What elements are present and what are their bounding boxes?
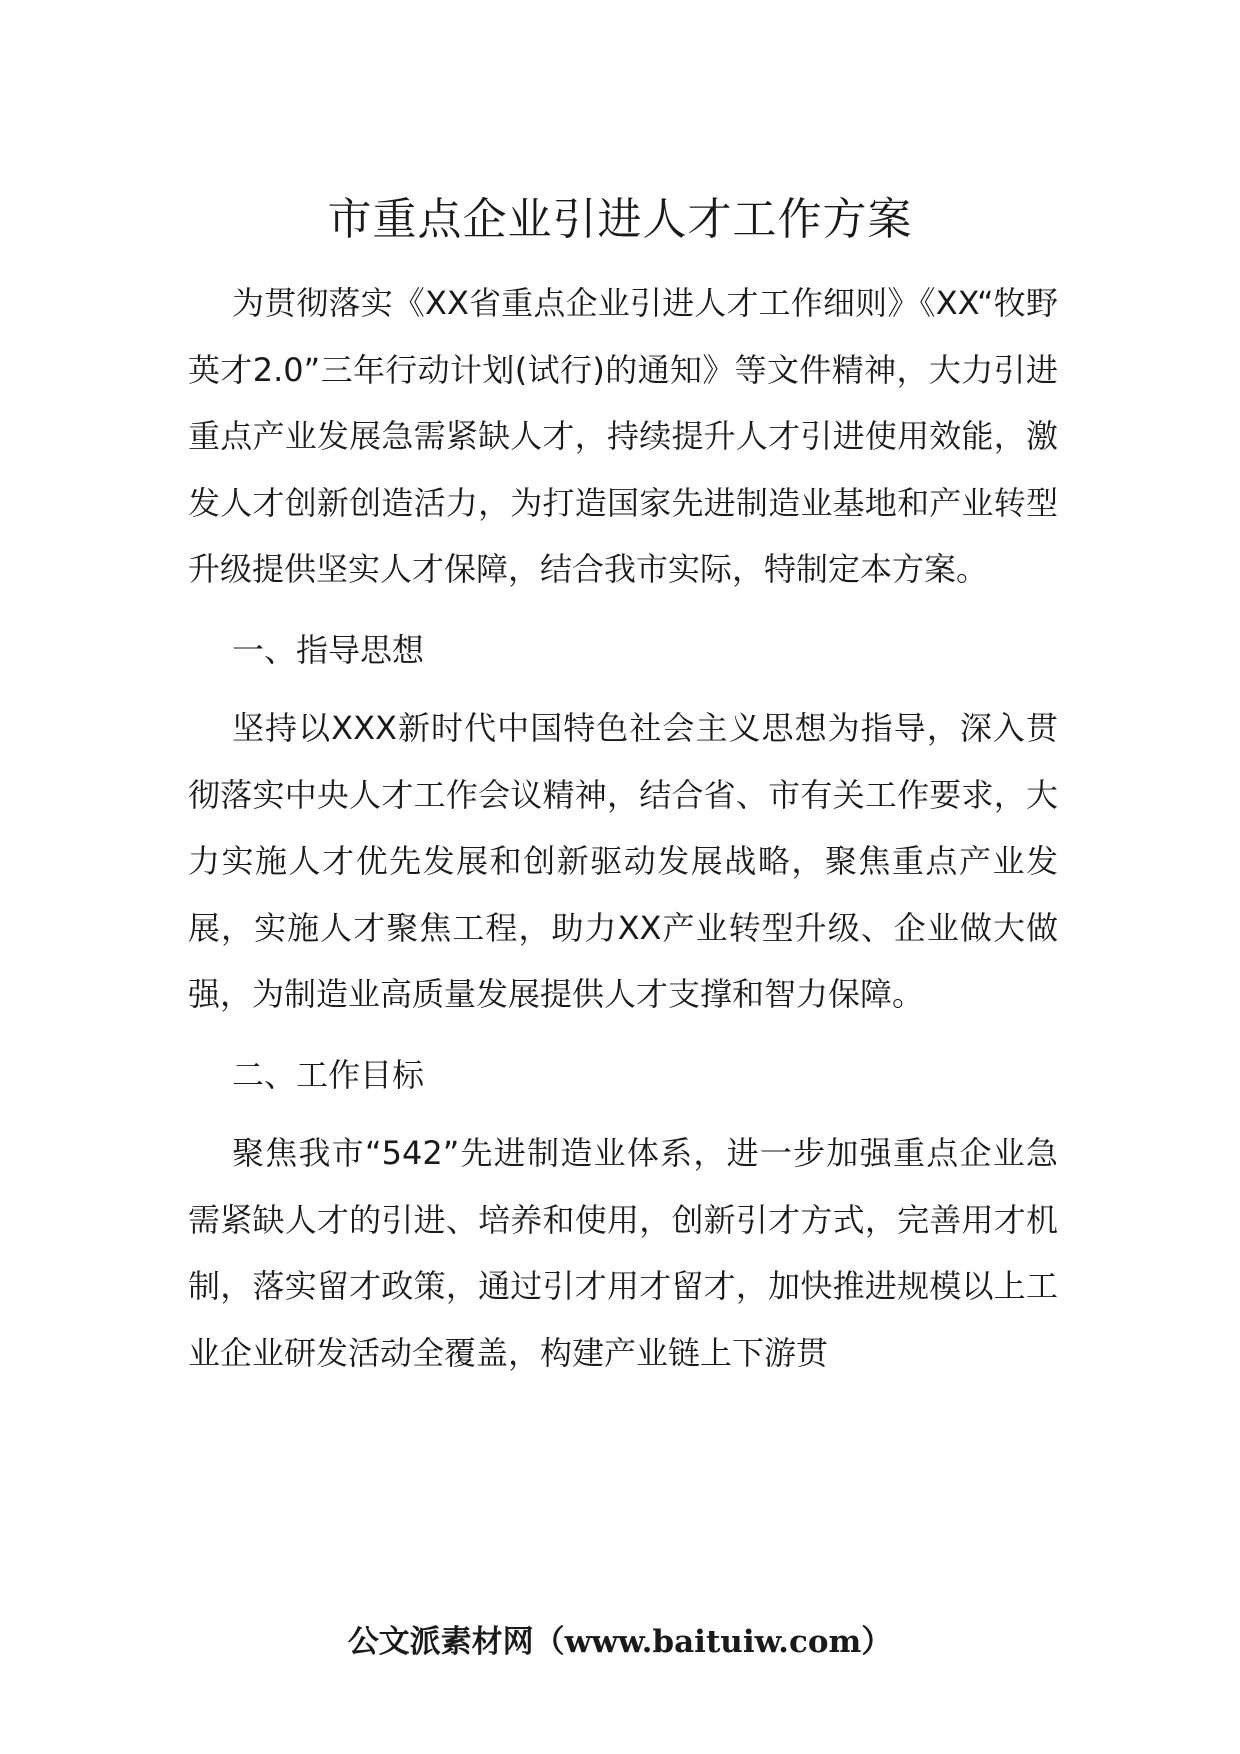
footer-watermark: 公文派素材网（www.baituiw.com）	[347, 1624, 893, 1660]
section-paragraph-work-goals: 聚焦我市“542”先进制造业体系，进一步加强重点企业急需紧缺人才的引进、培养和使用，创新引才方式，完善用才机制，落实留才政策，通过引才用才留才，加快推进规模以上工业企业研发活动全覆盖，构建产业链上下游贯	[188, 1134, 1058, 1372]
intro-paragraph: 为贯彻落实《XX省重点企业引进人才工作细则》《XX“牧野英才2.0”三年行动计划(试行)的通知》等文件精神，大力引进重点产业发展急需紧缺人才，持续提升人才引进使用效能，激发人才创新创造活力，为打造国家先进制造业基地和产业转型升级提供坚实人才保障，结合我市实际，特制定本方案。	[188, 284, 1058, 588]
document-title: 市重点企业引进人才工作方案	[327, 194, 913, 245]
section-paragraph-guiding-ideology: 坚持以XXX新时代中国特色社会主义思想为指导，深入贯彻落实中央人才工作会议精神，结合省、市有关工作要求，大力实施人才优先发展和创新驱动发展战略，聚焦重点产业发展，实施人才聚焦工程，助力XX产业转型升级、企业做大做强，为制造业高质量发展提供人才支撑和智力保障。	[188, 709, 1058, 1013]
document-body	[188, 270, 1058, 1386]
section-heading-work-goals: 二、工作目标	[232, 1055, 425, 1094]
section-heading-guiding-ideology: 一、指导思想	[232, 630, 425, 669]
